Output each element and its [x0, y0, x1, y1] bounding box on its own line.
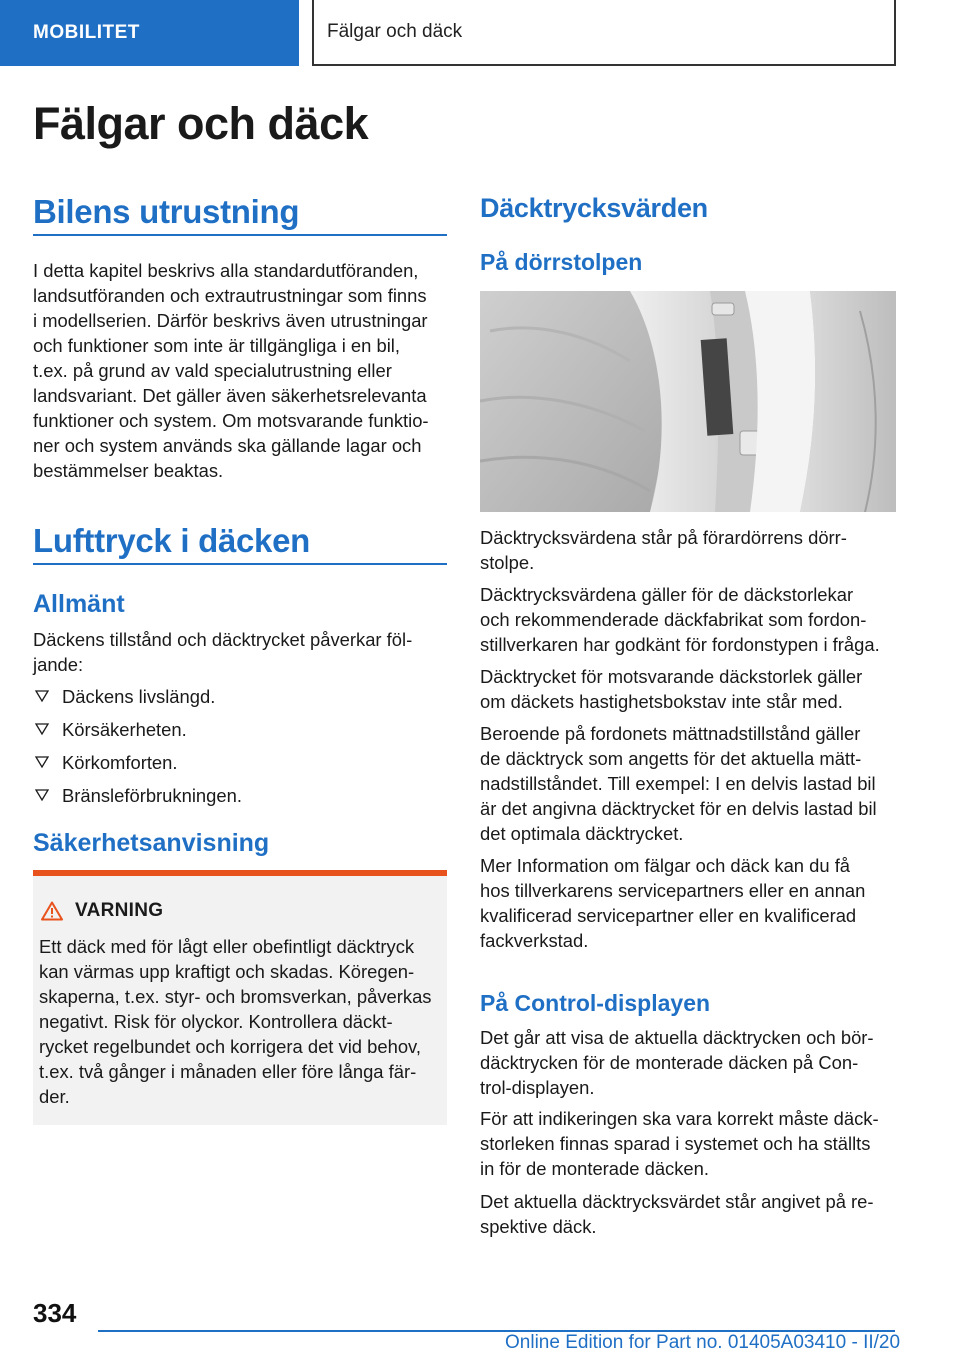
- page-title: Fälgar och däck: [33, 98, 369, 149]
- door-pillar-heading: På dörrstolpen: [480, 249, 643, 275]
- safety-heading: Säkerhetsanvisning: [33, 829, 270, 857]
- door-pillar-illustration: [480, 291, 896, 512]
- display-paragraph-2: För att indikeringen ska vara korrekt måste däck- storleken finnas sparad i systemet och ha ställts in för de monterade däcken.: [480, 1108, 879, 1179]
- section-label: MOBILITET: [33, 22, 140, 43]
- chapter-tab: [312, 0, 896, 66]
- equipment-rule: [33, 234, 447, 236]
- equipment-paragraph: I detta kapitel beskrivs alla standardutföranden, landsutföranden och extrautrustningar som finns i modellserien. Därför beskrivs även utrustningar och funktioner som inte är tillgängliga i en bil, t.ex. på grund av vald specialutrustning eller landsvariant. Det gäller även säkerhetsrelevanta funktioner och system. Om motsvarande funktio- ner och system används ska gällande lagar och bestämmelser beaktas.: [33, 260, 429, 481]
- list-item: Bränsleförbrukningen.: [33, 783, 447, 816]
- general-heading: Allmänt: [33, 590, 125, 618]
- door-pillar-image: [480, 291, 896, 512]
- effects-list: [33, 684, 447, 816]
- warning-text: Ett däck med för lågt eller obefintligt däcktryck kan värmas upp kraftigt och skadas. Köregen- skaperna, t.ex. styr- och bromsverkan, påverkas negativt. Risk för olyckor. Kontrollera däckt- rycket regelbundet och korrigera det vid behov, t.ex. två gånger i månaden eller före långa fär- der.: [39, 936, 432, 1107]
- door-paragraph-3: Däcktrycket för motsvarande däckstorlek gäller om däckets hastighetsbokstav inte står med.: [480, 666, 863, 712]
- general-paragraph: Däckens tillstånd och däcktrycket påverkar föl- jande:: [33, 629, 413, 675]
- triangle-right-outline-icon: [35, 755, 49, 769]
- warning-triangle-icon: [41, 901, 63, 921]
- warning-box: [33, 870, 447, 1125]
- door-paragraph-5: Mer Information om fälgar och däck kan du få hos tillverkarens servicepartners eller en annan kvalificerad servicepartner eller en kvalificerad fackverkstad.: [480, 855, 866, 951]
- chapter-label: Fälgar och däck: [327, 21, 463, 42]
- list-item: Körsäkerheten.: [33, 717, 447, 750]
- list-item: Körkomforten.: [33, 750, 447, 783]
- warning-label: VARNING: [75, 900, 164, 921]
- page-number: 334: [33, 1298, 77, 1328]
- control-display-heading: På Control-displayen: [480, 990, 711, 1016]
- equipment-heading: Bilens utrustning: [33, 193, 300, 230]
- door-paragraph-2: Däcktrycksvärdena gäller för de däckstorlekar och rekommenderade däckfabrikat som fordon- stillverkaren har godkänt för fordonstypen i fråga.: [480, 584, 880, 655]
- triangle-right-outline-icon: [35, 689, 49, 703]
- door-paragraph-4: Beroende på fordonets mättnadstillstånd gäller de däcktryck som angetts för det aktuella mätt- nadstillståndet. Till exempel: I en delvis lastad bil är det angivna däcktrycket för en delvis lastad bil det optimala däcktrycket.: [480, 723, 877, 844]
- edition-text: Online Edition for Part no. 01405A03410 - II/20: [505, 1332, 901, 1353]
- display-paragraph-1: Det går att visa de aktuella däcktrycken och bör- däcktrycken för de monterade däcken på Con- trol-displayen.: [480, 1027, 874, 1098]
- tire-values-heading: Däcktrycksvärden: [480, 193, 708, 223]
- warning-header: [41, 900, 163, 922]
- triangle-right-outline-icon: [35, 788, 49, 802]
- door-paragraph-1: Däcktrycksvärdena står på förardörrens dörr- stolpe.: [480, 527, 847, 573]
- triangle-right-outline-icon: [35, 722, 49, 736]
- section-tab: [0, 0, 299, 66]
- pressure-rule: [33, 563, 447, 565]
- list-item: Däckens livslängd.: [33, 684, 447, 717]
- pressure-heading: Lufttryck i däcken: [33, 522, 311, 559]
- display-paragraph-3: Det aktuella däcktrycksvärdet står angivet på re- spektive däck.: [480, 1191, 874, 1237]
